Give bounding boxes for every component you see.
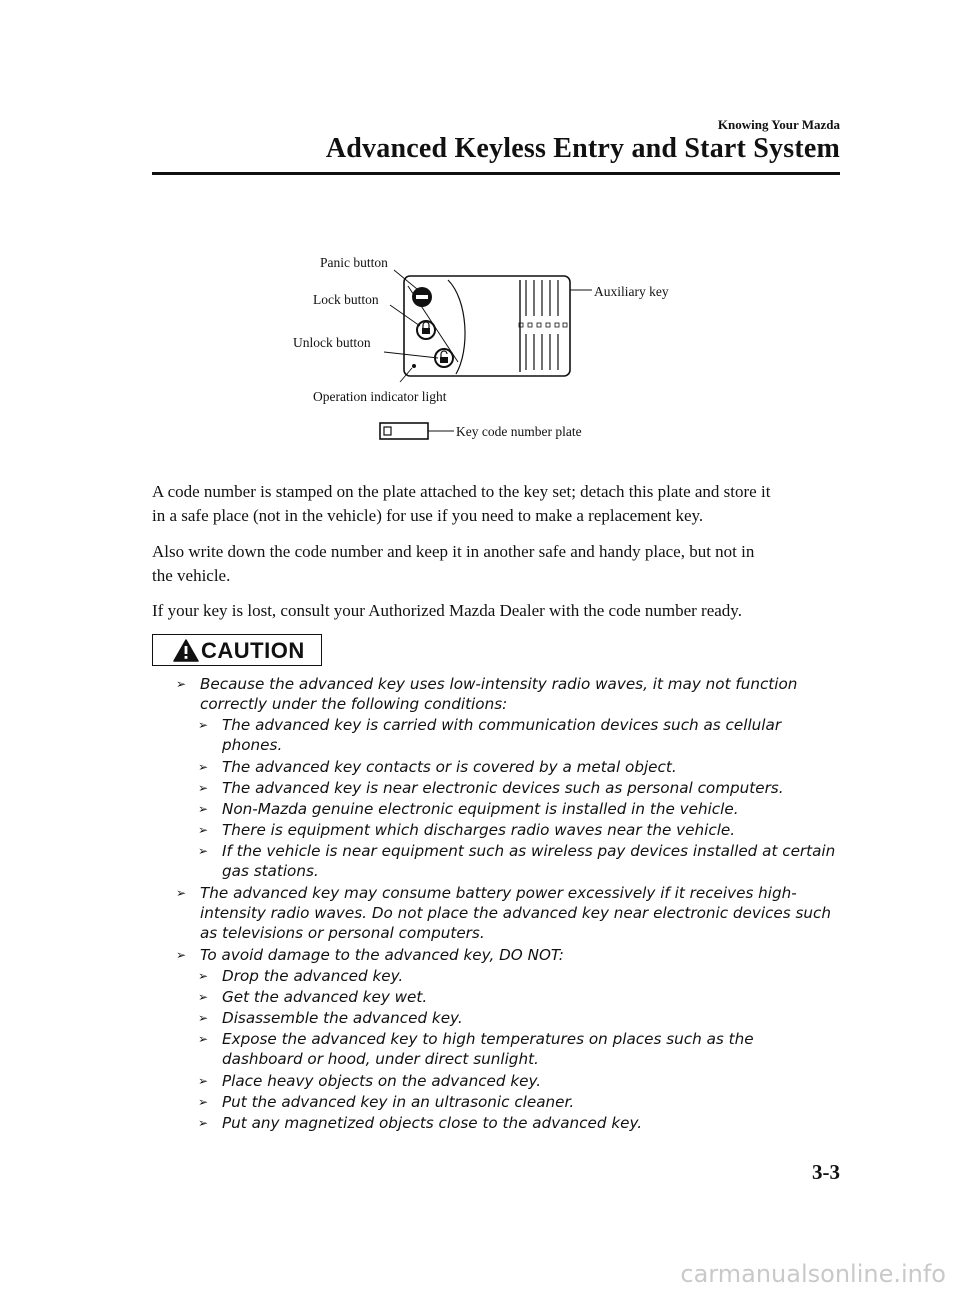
key-diagram — [0, 0, 960, 460]
auxiliary-key-label: Auxiliary key — [594, 284, 669, 299]
watermark-text: carmanualsonline.info — [680, 1260, 946, 1288]
caution-label: CAUTION — [201, 638, 305, 663]
key-code-plate-label: Key code number plate — [456, 424, 582, 439]
caution-box — [152, 634, 322, 666]
page-title: Advanced Keyless Entry and Start System — [325, 133, 840, 164]
paragraph-line: Also write down the code number and keep it in another safe and handy place, but not in — [152, 542, 755, 561]
indicator-light-graphic — [412, 364, 416, 368]
section-kicker: Knowing Your Mazda — [717, 117, 840, 132]
paragraph-line: If your key is lost, consult your Authorized Mazda Dealer with the code number ready. — [152, 601, 742, 620]
panic-button-label: Panic button — [320, 255, 388, 270]
paragraph-lost-key — [152, 599, 842, 623]
paragraph-line: the vehicle. — [152, 566, 231, 585]
paragraph-write-down — [152, 540, 842, 588]
lock-button-label: Lock button — [313, 292, 379, 307]
paragraph-line: A code number is stamped on the plate attached to the key set; detach this plate and store it — [152, 482, 771, 501]
page-number: 3-3 — [812, 1160, 840, 1184]
watermark — [0, 1255, 960, 1293]
unlock-button-label: Unlock button — [293, 335, 371, 350]
paragraph-line: in a safe place (not in the vehicle) for use if you need to make a replacement key. — [152, 506, 704, 525]
key-code-plate-graphic — [380, 423, 428, 439]
paragraph-code-number — [152, 480, 842, 528]
key-illustration — [0, 0, 960, 460]
operation-indicator-light-label: Operation indicator light — [313, 389, 447, 404]
warning-icon — [173, 639, 199, 662]
